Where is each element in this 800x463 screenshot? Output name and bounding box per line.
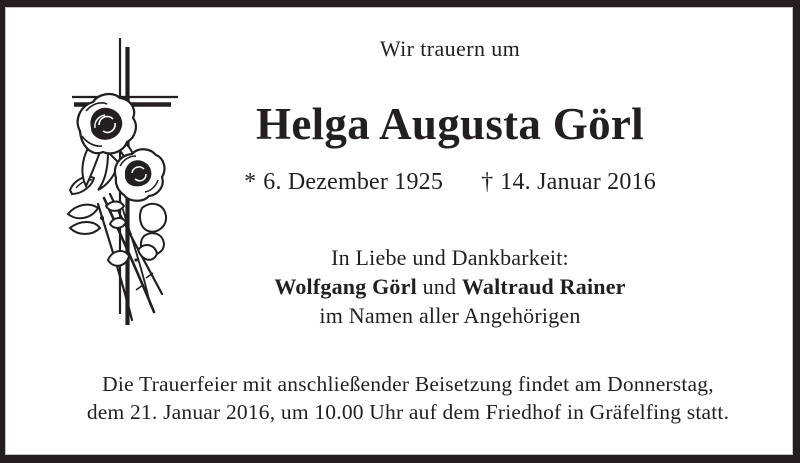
birth-date-text: 6. Dezember 1925 <box>263 169 444 195</box>
death-symbol: † <box>481 169 494 195</box>
deceased-name: Helga Augusta Görl <box>256 99 644 149</box>
life-dates <box>100 169 800 196</box>
conjunction: und <box>422 274 457 299</box>
mourner-name-1: Wolfgang Görl <box>274 274 417 299</box>
funeral-info <box>28 370 788 426</box>
funeral-info-line-1: Die Trauerfeier mit anschließender Beisetzung findet am Donnerstag, <box>102 372 714 396</box>
mourner-name-2: Waltraud Rainer <box>461 274 626 299</box>
intro-text: Wir trauern um <box>379 36 521 61</box>
death-date <box>481 169 656 195</box>
condolence-intro: In Liebe und Dankbarkeit: <box>331 245 569 270</box>
funeral-info-line-2: dem 21. Januar 2016, um 10.00 Uhr auf dem Friedhof in Gräfelfing statt. <box>86 400 730 424</box>
condolence-block <box>100 243 800 330</box>
birth-date <box>244 169 443 195</box>
condolence-closing: im Namen aller Angehörigen <box>319 303 581 328</box>
death-date-text: 14. Januar 2016 <box>500 169 656 195</box>
birth-symbol: * <box>244 169 257 195</box>
mourners-line <box>100 272 800 301</box>
